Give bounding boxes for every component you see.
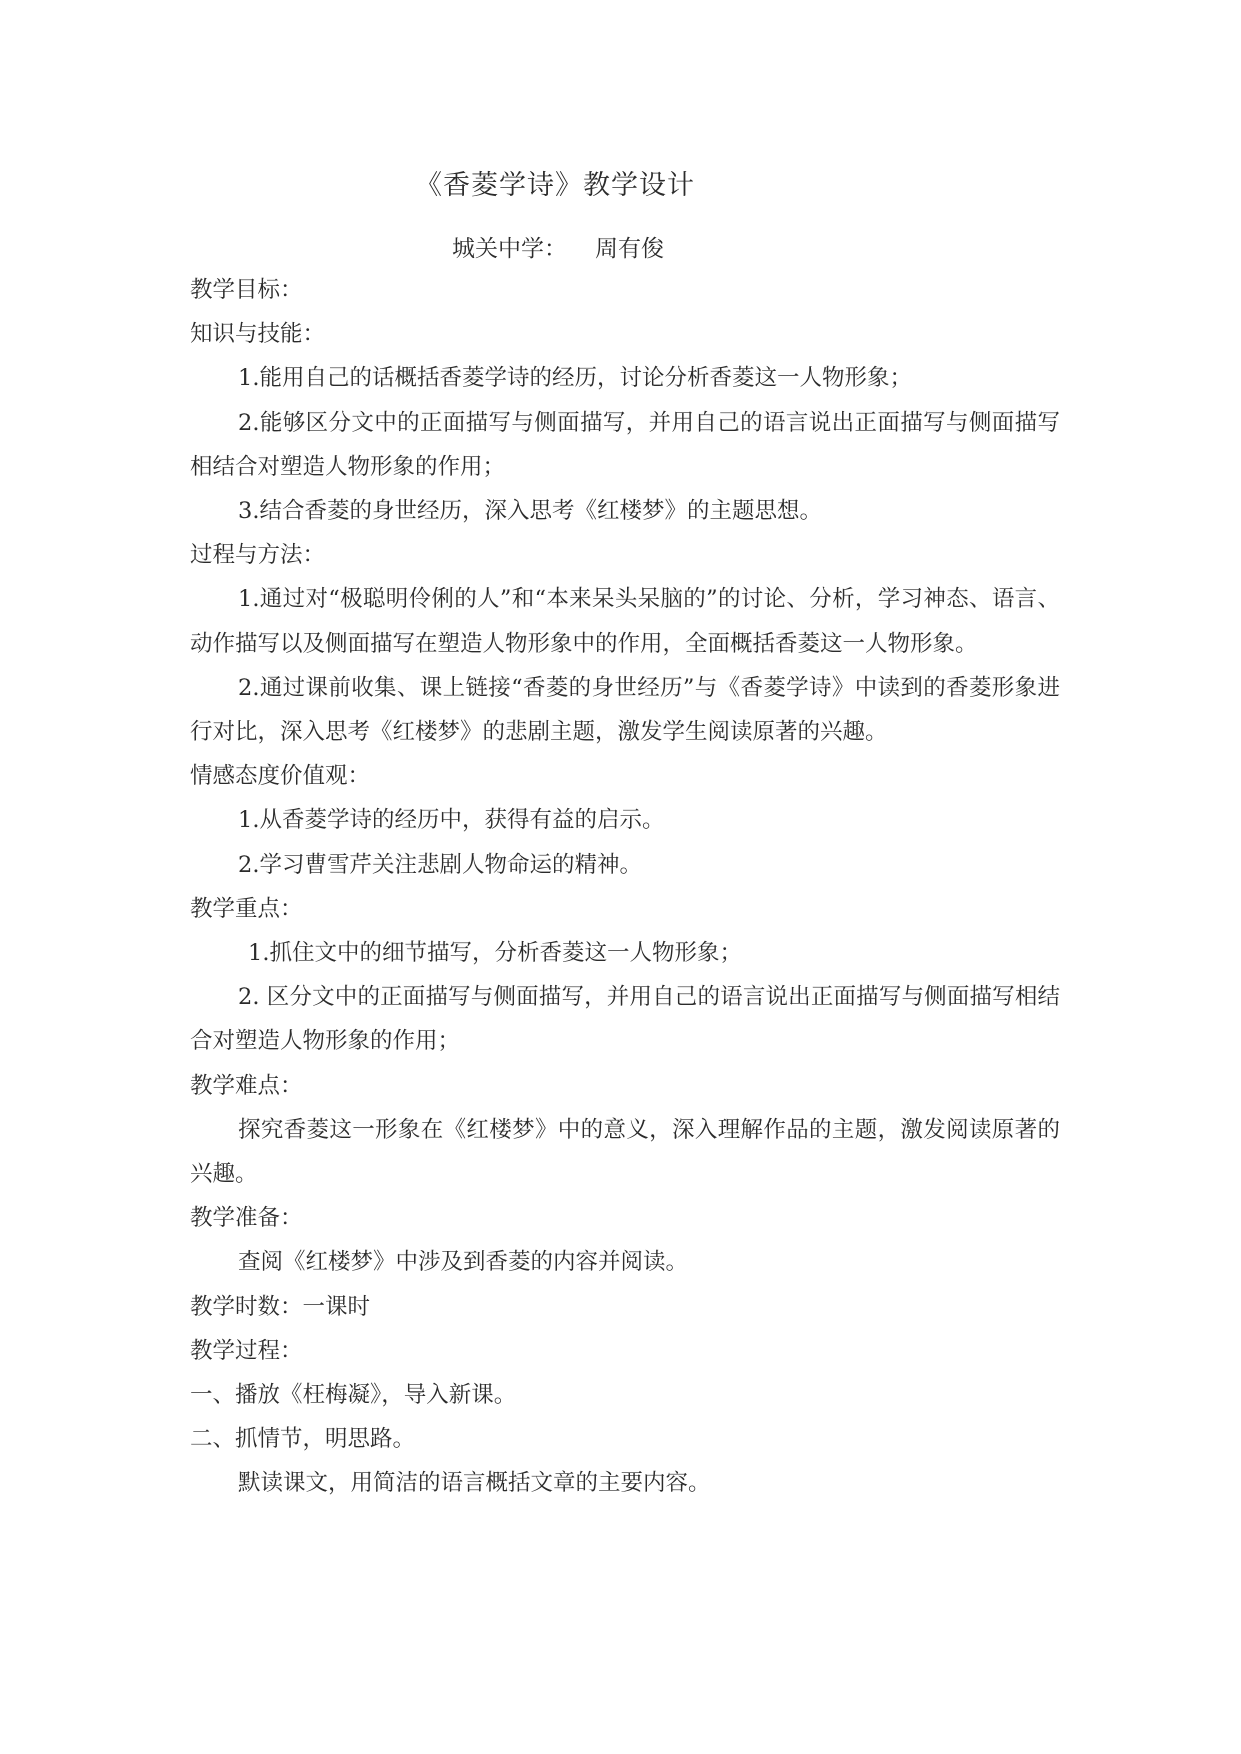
paragraph: 教学重点：	[190, 895, 303, 922]
paragraph: 教学过程：	[190, 1337, 303, 1364]
byline-author: 周有俊	[595, 236, 664, 262]
paragraph: 二、抓情节，明思路。	[190, 1426, 416, 1453]
paragraph: 2.通过课前收集、课上链接“香菱的身世经历”与《香菱学诗》中读到的香菱形象进行对比，深入思考《红楼梦》的悲剧主题，激发学生阅读原著的兴趣。	[190, 674, 1060, 746]
paragraph: 2.能够区分文中的正面描写与侧面描写，并用自己的语言说出正面描写与侧面描写相结合对塑造人物形象的作用；	[190, 409, 1060, 480]
paragraph: 一、播放《枉梅凝》，导入新课。	[190, 1382, 517, 1409]
paragraph: 1.能用自己的话概括香菱学诗的经历，讨论分析香菱这一人物形象；	[238, 365, 912, 392]
paragraph: 1.抓住文中的细节描写，分析香菱这一人物形象；	[248, 940, 742, 967]
paragraph: 教学目标：	[190, 277, 303, 303]
byline	[452, 230, 664, 263]
document-body	[190, 268, 1060, 1506]
paragraph: 知识与技能：	[190, 321, 326, 348]
paragraph: 1.从香菱学诗的经历中，获得有益的启示。	[238, 807, 665, 834]
paragraph: 3.结合香菱的身世经历，深入思考《红楼梦》的主题思想。	[238, 498, 822, 525]
paragraph: 查阅《红楼梦》中涉及到香菱的内容并阅读。	[238, 1249, 689, 1276]
byline-school: 城关中学：	[452, 236, 567, 262]
paragraph: 2. 区分文中的正面描写与侧面描写，并用自己的语言说出正面描写与侧面描写相结合对塑造人物形象的作用；	[190, 984, 1060, 1055]
paragraph: 教学难点：	[190, 1072, 303, 1099]
paragraph: 过程与方法：	[190, 542, 326, 569]
paragraph: 探究香菱这一形象在《红楼梦》中的意义，深入理解作品的主题，激发阅读原著的兴趣。	[190, 1116, 1060, 1188]
document-title: 《香菱学诗》教学设计	[415, 170, 695, 201]
paragraph: 默读课文，用简洁的语言概括文章的主要内容。	[238, 1470, 711, 1497]
paragraph: 1.通过对“极聪明伶俐的人”和“本来呆头呆脑的”的讨论、分析，学习神态、语言、动作描写以及侧面描写在塑造人物形象中的作用，全面概括香菱这一人物形象。	[190, 586, 1060, 657]
paragraph: 情感态度价值观：	[190, 763, 371, 790]
paragraph: 2.学习曹雪芹关注悲剧人物命运的精神。	[238, 851, 642, 878]
paragraph: 教学准备：	[190, 1205, 303, 1232]
paragraph: 教学时数：一课时	[190, 1293, 371, 1320]
